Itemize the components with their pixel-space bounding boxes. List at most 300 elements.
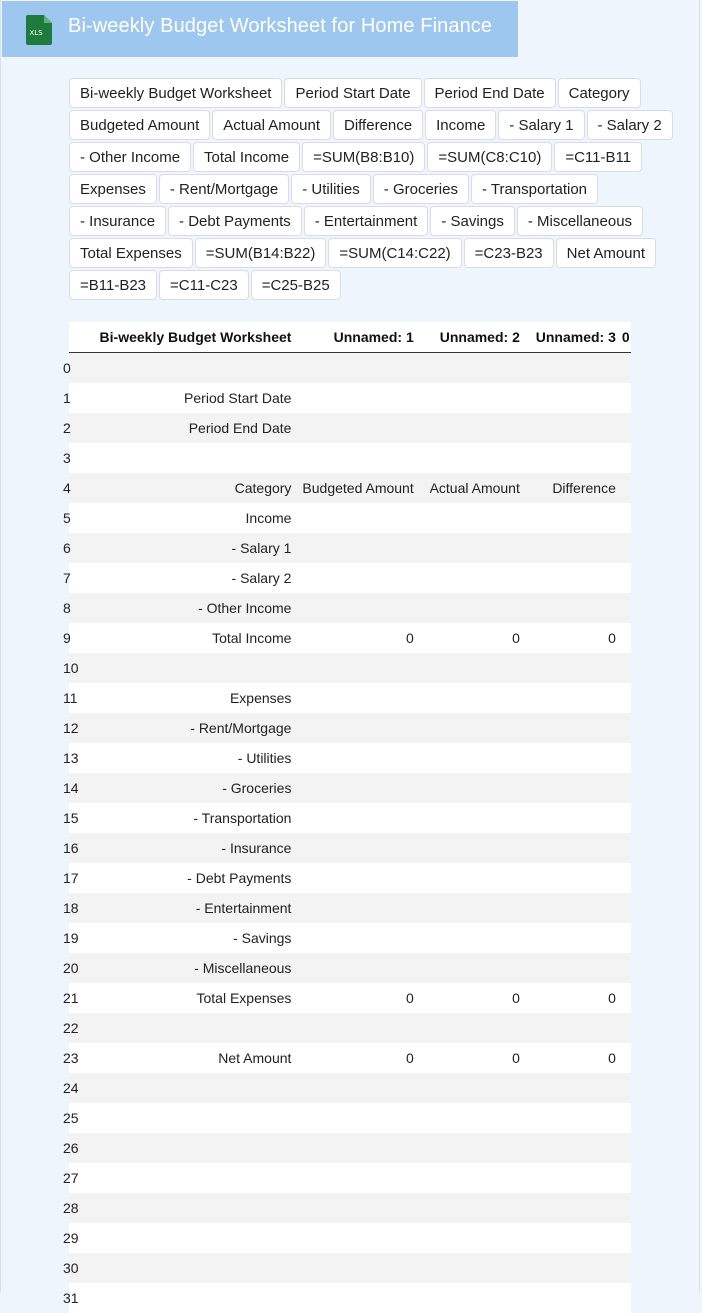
cell-actual[interactable]: 0 [420, 983, 526, 1013]
cell-extra[interactable] [622, 893, 631, 923]
row-index[interactable] [63, 533, 85, 563]
cell-budgeted[interactable] [297, 353, 419, 384]
cell-extra[interactable] [622, 1163, 631, 1193]
chip[interactable]: =C11-B11 [554, 142, 642, 172]
cell-difference[interactable] [526, 743, 622, 773]
cell-difference[interactable] [526, 413, 622, 443]
table-row [69, 893, 631, 923]
cell-label[interactable]: - Savings [85, 923, 297, 953]
chip[interactable]: - Rent/Mortgage [159, 174, 289, 204]
cell-label[interactable] [85, 1193, 297, 1223]
row-index[interactable] [63, 503, 85, 533]
cell-extra[interactable] [622, 593, 631, 623]
cell-budgeted[interactable] [297, 683, 419, 713]
cell-extra[interactable] [622, 983, 631, 1013]
cell-label[interactable] [85, 1013, 297, 1043]
chip[interactable]: - Insurance [69, 206, 166, 236]
cell-actual[interactable] [420, 863, 526, 893]
row-index-label: 19 [63, 930, 79, 946]
cell-difference[interactable] [526, 353, 622, 384]
row-index[interactable] [63, 353, 85, 384]
row-index-label: 11 [63, 690, 78, 706]
row-index[interactable] [63, 383, 85, 413]
cell-budgeted[interactable] [297, 653, 419, 683]
chip[interactable]: =SUM(C14:C22) [328, 238, 461, 268]
cell-extra[interactable] [622, 833, 631, 863]
row-index[interactable] [63, 953, 85, 983]
cell-extra[interactable] [622, 1103, 631, 1133]
cell-actual[interactable] [420, 653, 526, 683]
table-row [69, 863, 631, 893]
row-index-label: 2 [63, 420, 71, 436]
cell-budgeted[interactable] [297, 443, 419, 473]
row-index-label: 6 [63, 540, 71, 556]
cell-budgeted[interactable] [297, 893, 419, 923]
cell-difference[interactable] [526, 1133, 622, 1163]
cell-difference[interactable] [526, 683, 622, 713]
table-row [69, 923, 631, 953]
cell-label[interactable]: - Utilities [85, 743, 297, 773]
cell-extra[interactable] [622, 1073, 631, 1103]
cell-budgeted[interactable] [297, 1013, 419, 1043]
table-row [69, 953, 631, 983]
cell-difference[interactable] [526, 653, 622, 683]
cell-label[interactable]: - Salary 2 [85, 563, 297, 593]
cell-extra[interactable] [622, 923, 631, 953]
cell-budgeted[interactable] [297, 1073, 419, 1103]
column-header-d[interactable]: Unnamed: 3 [526, 322, 622, 353]
chip[interactable]: =C23-B23 [464, 238, 554, 268]
row-index[interactable] [63, 1253, 85, 1283]
cell-actual[interactable] [420, 683, 526, 713]
cell-label[interactable] [85, 1103, 297, 1133]
table-row [69, 593, 631, 623]
row-index[interactable] [63, 623, 85, 653]
cell-label[interactable]: - Other Income [85, 593, 297, 623]
chip[interactable]: Income [425, 110, 496, 140]
cell-actual[interactable] [420, 353, 526, 384]
cell-difference[interactable]: 0 [526, 983, 622, 1013]
cell-budgeted[interactable]: 0 [297, 623, 419, 653]
chip[interactable]: Difference [333, 110, 423, 140]
row-index-label: 17 [63, 870, 79, 886]
chip[interactable]: Period Start Date [284, 78, 421, 108]
cell-label[interactable]: Period End Date [85, 413, 297, 443]
cell-label[interactable]: - Entertainment [85, 893, 297, 923]
row-index-label: 12 [63, 720, 79, 736]
row-index[interactable] [63, 893, 85, 923]
cell-difference[interactable] [526, 1073, 622, 1103]
cell-extra[interactable] [622, 1223, 631, 1253]
cell-extra[interactable] [622, 383, 631, 413]
table-row [69, 1253, 631, 1283]
cell-label[interactable] [85, 353, 297, 384]
cell-difference[interactable]: 0 [526, 623, 622, 653]
cell-budgeted[interactable] [297, 1283, 419, 1313]
cell-difference[interactable] [526, 1013, 622, 1043]
table-header-row [69, 322, 631, 353]
row-index[interactable] [63, 1283, 85, 1313]
cell-label[interactable]: - Transportation [85, 803, 297, 833]
chip[interactable]: Period End Date [424, 78, 556, 108]
table-row [69, 833, 631, 863]
cell-actual[interactable] [420, 833, 526, 863]
row-index-label: 25 [63, 1110, 79, 1126]
cell-budgeted[interactable] [297, 503, 419, 533]
cell-extra[interactable] [622, 1133, 631, 1163]
row-index[interactable] [63, 743, 85, 773]
row-index-label: 23 [63, 1050, 79, 1066]
chip[interactable]: Net Amount [556, 238, 656, 268]
cell-budgeted[interactable] [297, 1223, 419, 1253]
cell-extra[interactable] [622, 863, 631, 893]
cell-difference[interactable] [526, 593, 622, 623]
cell-budgeted[interactable] [297, 383, 419, 413]
row-index[interactable] [63, 473, 85, 503]
page-title: Bi-weekly Budget Worksheet for Home Finance [68, 15, 493, 37]
chip[interactable]: Total Expenses [69, 238, 193, 268]
row-index-label: 15 [63, 810, 79, 826]
cell-extra[interactable] [622, 473, 631, 503]
cell-budgeted[interactable] [297, 743, 419, 773]
cell-budgeted[interactable] [297, 563, 419, 593]
row-index[interactable] [63, 1193, 85, 1223]
cell-label[interactable]: Income [85, 503, 297, 533]
table-row [69, 803, 631, 833]
table-row [69, 713, 631, 743]
cell-label[interactable] [85, 653, 297, 683]
row-index[interactable] [63, 1013, 85, 1043]
row-index[interactable] [63, 1073, 85, 1103]
row-index-label: 9 [63, 630, 71, 646]
cell-actual[interactable] [420, 923, 526, 953]
table-row [69, 983, 631, 1013]
row-index-label: 13 [63, 750, 79, 766]
table-row [69, 623, 631, 653]
chip[interactable]: - Entertainment [304, 206, 429, 236]
row-index-label: 29 [63, 1230, 79, 1246]
cell-budgeted[interactable] [297, 1253, 419, 1283]
table-row [69, 443, 631, 473]
cell-extra[interactable] [622, 443, 631, 473]
cell-difference[interactable] [526, 1103, 622, 1133]
chip[interactable]: =SUM(B8:B10) [302, 142, 425, 172]
chip[interactable]: - Salary 2 [587, 110, 673, 140]
cell-difference[interactable] [526, 503, 622, 533]
cell-actual[interactable] [420, 1133, 526, 1163]
cell-extra[interactable] [622, 743, 631, 773]
cell-actual[interactable]: 0 [420, 623, 526, 653]
cell-difference[interactable]: 0 [526, 1043, 622, 1073]
cell-label[interactable] [85, 1073, 297, 1103]
chip[interactable]: Category [558, 78, 641, 108]
chip[interactable]: Expenses [69, 174, 157, 204]
cell-label[interactable] [85, 1223, 297, 1253]
chip[interactable]: - Other Income [69, 142, 191, 172]
xls-file-icon [24, 14, 54, 46]
row-index-label: 18 [63, 900, 79, 916]
cell-budgeted[interactable] [297, 713, 419, 743]
row-index[interactable] [63, 683, 85, 713]
cell-difference[interactable] [526, 383, 622, 413]
cell-budgeted[interactable] [297, 533, 419, 563]
table-row [69, 653, 631, 683]
row-index[interactable] [63, 1223, 85, 1253]
row-index[interactable] [63, 713, 85, 743]
cell-difference[interactable]: Difference [526, 473, 622, 503]
cell-actual[interactable] [420, 953, 526, 983]
table-row [69, 383, 631, 413]
row-index-label: 20 [63, 960, 79, 976]
cell-actual[interactable] [420, 593, 526, 623]
row-index-label: 14 [63, 780, 79, 796]
cell-extra[interactable] [622, 563, 631, 593]
cell-difference[interactable] [526, 533, 622, 563]
table-row [69, 743, 631, 773]
chip[interactable]: =C11-C23 [159, 270, 249, 300]
row-index-label: 24 [63, 1080, 79, 1096]
table-row [69, 1043, 631, 1073]
row-index[interactable] [63, 1103, 85, 1133]
cell-budgeted[interactable] [297, 773, 419, 803]
cell-actual[interactable] [420, 1163, 526, 1193]
cell-budgeted[interactable]: 0 [297, 983, 419, 1013]
row-index-label: 16 [63, 840, 79, 856]
row-index[interactable] [63, 803, 85, 833]
cell-difference[interactable] [526, 1163, 622, 1193]
chip[interactable]: - Salary 1 [498, 110, 584, 140]
column-header-c[interactable]: Unnamed: 2 [420, 322, 526, 353]
cell-label[interactable]: - Insurance [85, 833, 297, 863]
cell-difference[interactable] [526, 863, 622, 893]
table-row [69, 1073, 631, 1103]
cell-extra[interactable] [622, 803, 631, 833]
row-index[interactable] [63, 833, 85, 863]
cell-difference[interactable] [526, 953, 622, 983]
column-header-e[interactable]: 0 [622, 322, 631, 353]
cell-extra[interactable] [622, 1193, 631, 1223]
data-table [63, 322, 631, 1313]
chip[interactable]: - Transportation [471, 174, 598, 204]
chip[interactable]: =SUM(C8:C10) [427, 142, 552, 172]
chip[interactable]: =SUM(B14:B22) [195, 238, 327, 268]
row-index-label: 8 [63, 600, 71, 616]
cell-actual[interactable] [420, 383, 526, 413]
row-index-label: 0 [63, 360, 71, 376]
table-row [69, 683, 631, 713]
cell-actual[interactable] [420, 563, 526, 593]
row-index-label: 4 [63, 480, 71, 496]
cell-budgeted[interactable] [297, 1133, 419, 1163]
table-row [69, 353, 631, 384]
cell-extra[interactable] [622, 953, 631, 983]
row-index-label: 3 [63, 450, 71, 466]
row-index[interactable] [63, 773, 85, 803]
table-row [69, 1133, 631, 1163]
spreadsheet-view[interactable] [63, 322, 631, 1306]
table-row [69, 473, 631, 503]
cell-actual[interactable] [420, 533, 526, 563]
cell-extra[interactable] [622, 413, 631, 443]
chip[interactable]: =C25-B25 [251, 270, 341, 300]
cell-budgeted[interactable] [297, 923, 419, 953]
cell-label[interactable]: Net Amount [85, 1043, 297, 1073]
cell-extra[interactable] [622, 773, 631, 803]
row-index[interactable] [63, 1133, 85, 1163]
cell-difference[interactable] [526, 773, 622, 803]
cell-budgeted[interactable]: 0 [297, 1043, 419, 1073]
table-row [69, 1223, 631, 1253]
row-index-label: 31 [63, 1290, 79, 1306]
row-index[interactable] [63, 983, 85, 1013]
chip[interactable]: Budgeted Amount [69, 110, 210, 140]
cell-difference[interactable] [526, 803, 622, 833]
chip[interactable]: Actual Amount [212, 110, 331, 140]
cell-actual[interactable] [420, 1223, 526, 1253]
cell-difference[interactable] [526, 893, 622, 923]
cell-label[interactable]: - Miscellaneous [85, 953, 297, 983]
cell-extra[interactable] [622, 623, 631, 653]
cell-actual[interactable]: Actual Amount [420, 473, 526, 503]
cell-label[interactable] [85, 1253, 297, 1283]
row-index[interactable] [63, 1163, 85, 1193]
chip[interactable]: - Miscellaneous [517, 206, 643, 236]
cell-difference[interactable] [526, 923, 622, 953]
cell-budgeted[interactable] [297, 1193, 419, 1223]
cell-label[interactable]: Total Expenses [85, 983, 297, 1013]
cell-extra[interactable] [622, 1043, 631, 1073]
row-index[interactable] [63, 923, 85, 953]
cell-actual[interactable] [420, 713, 526, 743]
cell-extra[interactable] [622, 653, 631, 683]
table-row [69, 1283, 631, 1313]
row-index[interactable] [63, 443, 85, 473]
cell-budgeted[interactable]: Budgeted Amount [297, 473, 419, 503]
cell-label[interactable]: Expenses [85, 683, 297, 713]
row-index[interactable] [63, 593, 85, 623]
cell-actual[interactable] [420, 773, 526, 803]
column-header-a[interactable]: Bi-weekly Budget Worksheet [85, 322, 297, 353]
chip[interactable]: - Debt Payments [168, 206, 302, 236]
chip[interactable]: - Groceries [373, 174, 469, 204]
chip[interactable]: - Savings [430, 206, 515, 236]
cell-budgeted[interactable] [297, 863, 419, 893]
row-index[interactable] [63, 413, 85, 443]
cell-label[interactable]: Period Start Date [85, 383, 297, 413]
cell-difference[interactable] [526, 443, 622, 473]
cell-extra[interactable] [622, 683, 631, 713]
row-index-label: 27 [63, 1170, 79, 1186]
table-row [69, 563, 631, 593]
cell-extra[interactable] [622, 353, 631, 384]
table-row [69, 773, 631, 803]
cell-label[interactable] [85, 443, 297, 473]
cell-actual[interactable] [420, 803, 526, 833]
cell-difference[interactable] [526, 1193, 622, 1223]
row-index-label: 22 [63, 1020, 79, 1036]
row-index-label: 10 [63, 660, 79, 676]
chip[interactable]: Bi-weekly Budget Worksheet [69, 78, 282, 108]
table-row [69, 413, 631, 443]
cell-label[interactable]: - Rent/Mortgage [85, 713, 297, 743]
cell-extra[interactable] [622, 713, 631, 743]
cell-label[interactable]: Category [85, 473, 297, 503]
cell-actual[interactable] [420, 1073, 526, 1103]
row-index-label: 7 [63, 570, 71, 586]
title-bar [2, 1, 518, 57]
row-index-label: 26 [63, 1140, 79, 1156]
cell-actual[interactable] [420, 1103, 526, 1133]
cell-label[interactable] [85, 1133, 297, 1163]
cell-extra[interactable] [622, 533, 631, 563]
column-header-index[interactable] [69, 322, 85, 353]
row-index[interactable] [63, 1043, 85, 1073]
row-index-label: 28 [63, 1200, 79, 1216]
cell-extra[interactable] [622, 503, 631, 533]
cell-label[interactable]: - Salary 1 [85, 533, 297, 563]
cell-extra[interactable] [622, 1013, 631, 1043]
chip[interactable]: =B11-B23 [69, 270, 157, 300]
cell-difference[interactable] [526, 563, 622, 593]
table-row [69, 1103, 631, 1133]
chip[interactable]: Total Income [193, 142, 300, 172]
cell-actual[interactable] [420, 443, 526, 473]
cell-budgeted[interactable] [297, 833, 419, 863]
cell-difference[interactable] [526, 833, 622, 863]
cell-budgeted[interactable] [297, 1103, 419, 1133]
row-index-label: 1 [63, 390, 71, 406]
cell-actual[interactable] [420, 413, 526, 443]
cell-budgeted[interactable] [297, 803, 419, 833]
cell-budgeted[interactable] [297, 413, 419, 443]
row-index[interactable] [63, 863, 85, 893]
cell-actual[interactable]: 0 [420, 1043, 526, 1073]
row-index[interactable] [63, 563, 85, 593]
cell-extra[interactable] [622, 1283, 631, 1313]
cell-label[interactable]: - Groceries [85, 773, 297, 803]
cell-label[interactable]: - Debt Payments [85, 863, 297, 893]
cell-actual[interactable] [420, 1193, 526, 1223]
cell-label[interactable]: Total Income [85, 623, 297, 653]
cell-actual[interactable] [420, 1253, 526, 1283]
cell-budgeted[interactable] [297, 593, 419, 623]
cell-label[interactable] [85, 1283, 297, 1313]
cell-actual[interactable] [420, 503, 526, 533]
cell-difference[interactable] [526, 713, 622, 743]
cell-actual[interactable] [420, 1283, 526, 1313]
table-row [69, 1193, 631, 1223]
cell-difference[interactable] [526, 1223, 622, 1253]
column-header-b[interactable]: Unnamed: 1 [297, 322, 419, 353]
table-row [69, 503, 631, 533]
table-row [69, 1013, 631, 1043]
chip-list [69, 78, 699, 302]
cell-difference[interactable] [526, 1253, 622, 1283]
cell-actual[interactable] [420, 893, 526, 923]
table-row [69, 533, 631, 563]
cell-actual[interactable] [420, 1013, 526, 1043]
cell-budgeted[interactable] [297, 1163, 419, 1193]
row-index-label: 21 [63, 990, 79, 1006]
cell-extra[interactable] [622, 1253, 631, 1283]
row-index[interactable] [63, 653, 85, 683]
file-icon-label: XLS [29, 29, 43, 37]
cell-label[interactable] [85, 1163, 297, 1193]
chip[interactable]: - Utilities [291, 174, 371, 204]
cell-actual[interactable] [420, 743, 526, 773]
cell-budgeted[interactable] [297, 953, 419, 983]
cell-difference[interactable] [526, 1283, 622, 1313]
